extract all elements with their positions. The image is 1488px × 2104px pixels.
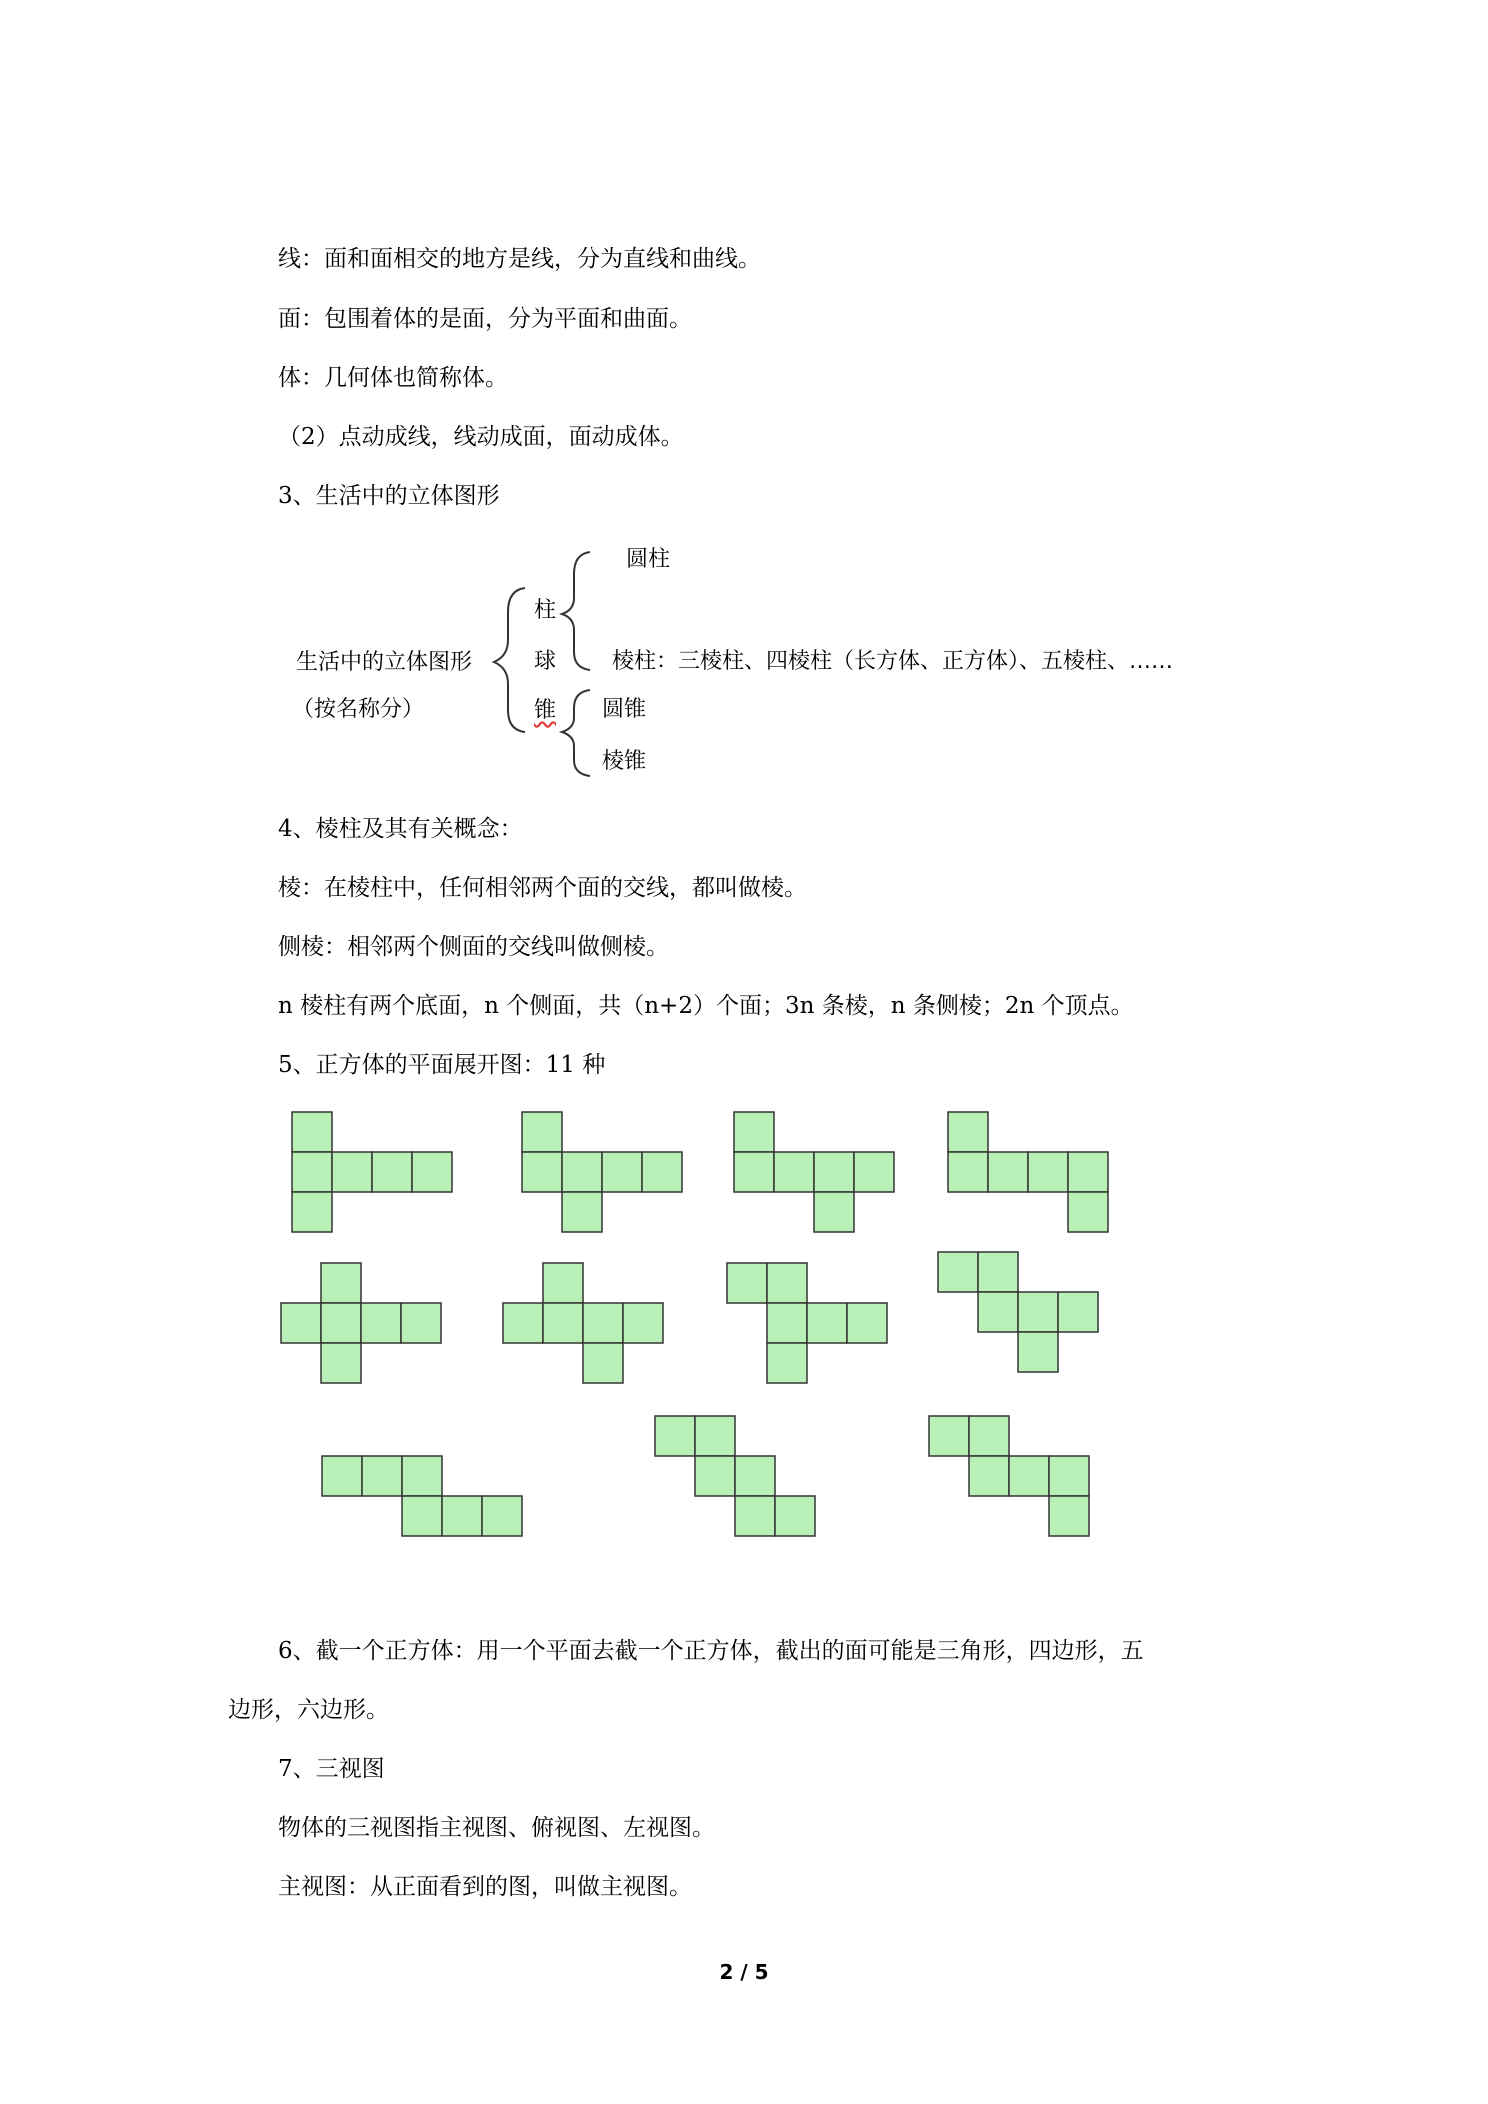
cube-net-7 (727, 1263, 887, 1383)
motion-statement: （2）点动成线，线动成面，面动成体。 (278, 424, 684, 450)
net-square (727, 1263, 767, 1303)
cube-net-3 (734, 1112, 894, 1232)
section-7-heading: 7、三视图 (278, 1756, 385, 1782)
net-square (442, 1496, 482, 1536)
net-square (1018, 1292, 1058, 1332)
net-square (543, 1263, 583, 1303)
net-square (1058, 1292, 1098, 1332)
net-square (735, 1456, 775, 1496)
net-square (1049, 1496, 1089, 1536)
net-square (695, 1456, 735, 1496)
net-square (332, 1152, 372, 1192)
net-square (401, 1303, 441, 1343)
page-number: 2 / 5 (719, 1960, 769, 1984)
net-square (734, 1152, 774, 1192)
net-square (482, 1496, 522, 1536)
net-square (292, 1192, 332, 1232)
net-square (969, 1416, 1009, 1456)
net-square (1068, 1152, 1108, 1192)
net-square (929, 1416, 969, 1456)
net-square (292, 1152, 332, 1192)
net-square (281, 1303, 321, 1343)
cone-label: 圆锥 (602, 697, 647, 722)
net-square (767, 1263, 807, 1303)
cube-net-1 (292, 1112, 452, 1232)
net-square (655, 1416, 695, 1456)
cylinder-label: 圆柱 (626, 547, 671, 572)
net-square (734, 1112, 774, 1152)
pyramid-label: 棱锥 (602, 749, 647, 774)
net-square (969, 1456, 1009, 1496)
net-square (1018, 1332, 1058, 1372)
net-square (372, 1152, 412, 1192)
net-square (292, 1112, 332, 1152)
solid-definition: 体：几何体也简称体。 (278, 365, 508, 391)
cube-net-5 (281, 1263, 441, 1383)
net-square (412, 1152, 452, 1192)
net-square (321, 1343, 361, 1383)
net-square (562, 1152, 602, 1192)
net-square (543, 1303, 583, 1343)
lateral-edge-definition: 侧棱：相邻两个侧面的交线叫做侧棱。 (278, 934, 669, 960)
classification-root: 生活中的立体图形 (296, 650, 473, 675)
branch-cone: 锥 (534, 698, 557, 723)
net-square (767, 1343, 807, 1383)
cube-net-11 (929, 1416, 1089, 1536)
net-square (321, 1303, 361, 1343)
net-square (767, 1303, 807, 1343)
net-square (402, 1456, 442, 1496)
cube-net-9 (322, 1456, 522, 1536)
prism-label: 棱柱：三棱柱、四棱柱（长方体、正方体）、五棱柱、…… (612, 649, 1174, 674)
cube-net-10 (655, 1416, 815, 1536)
net-square (695, 1416, 735, 1456)
net-square (854, 1152, 894, 1192)
section-3-heading: 3、生活中的立体图形 (278, 483, 500, 509)
net-square (1049, 1456, 1089, 1496)
net-square (402, 1496, 442, 1536)
line-definition: 线：面和面相交的地方是线，分为直线和曲线。 (278, 246, 761, 272)
edge-definition: 棱：在棱柱中，任何相邻两个面的交线，都叫做棱。 (278, 875, 807, 901)
classification-root-note: （按名称分） (292, 697, 425, 722)
net-square (814, 1152, 854, 1192)
net-square (583, 1303, 623, 1343)
net-square (1028, 1152, 1068, 1192)
net-square (1009, 1456, 1049, 1496)
net-square (522, 1112, 562, 1152)
net-square (735, 1496, 775, 1536)
branch-sphere: 球 (534, 649, 557, 674)
three-views-statement: 物体的三视图指主视图、俯视图、左视图。 (278, 1815, 715, 1841)
net-square (322, 1456, 362, 1496)
section-6-line2: 边形，六边形。 (228, 1697, 389, 1723)
front-view-definition: 主视图：从正面看到的图，叫做主视图。 (278, 1874, 692, 1900)
net-square (503, 1303, 543, 1343)
net-square (775, 1496, 815, 1536)
net-square (938, 1252, 978, 1292)
face-definition: 面：包围着体的是面，分为平面和曲面。 (278, 306, 692, 332)
net-square (321, 1263, 361, 1303)
net-square (978, 1252, 1018, 1292)
net-square (362, 1456, 402, 1496)
net-square (642, 1152, 682, 1192)
net-square (562, 1192, 602, 1232)
net-square (361, 1303, 401, 1343)
net-square (623, 1303, 663, 1343)
cube-net-2 (522, 1112, 682, 1232)
net-square (522, 1152, 562, 1192)
net-square (948, 1152, 988, 1192)
net-square (583, 1343, 623, 1383)
prism-counts: n 棱柱有两个底面，n 个侧面，共（n+2）个面；3n 条棱，n 条侧棱；2n 个顶点。 (278, 993, 1134, 1019)
section-5-heading: 5、正方体的平面展开图：11 种 (278, 1052, 606, 1078)
section-4-heading: 4、棱柱及其有关概念： (278, 816, 523, 842)
cube-net-6 (503, 1263, 663, 1383)
net-square (774, 1152, 814, 1192)
branch-prism: 柱 (534, 598, 557, 623)
net-square (988, 1152, 1028, 1192)
section-6-line1: 6、截一个正方体：用一个平面去截一个正方体，截出的面可能是三角形，四边形，五 (278, 1638, 1144, 1664)
net-square (602, 1152, 642, 1192)
cube-net-4 (948, 1112, 1108, 1232)
net-square (948, 1112, 988, 1152)
net-square (814, 1192, 854, 1232)
cube-net-8 (938, 1252, 1098, 1372)
net-square (1068, 1192, 1108, 1232)
net-square (847, 1303, 887, 1343)
net-square (807, 1303, 847, 1343)
net-square (978, 1292, 1018, 1332)
